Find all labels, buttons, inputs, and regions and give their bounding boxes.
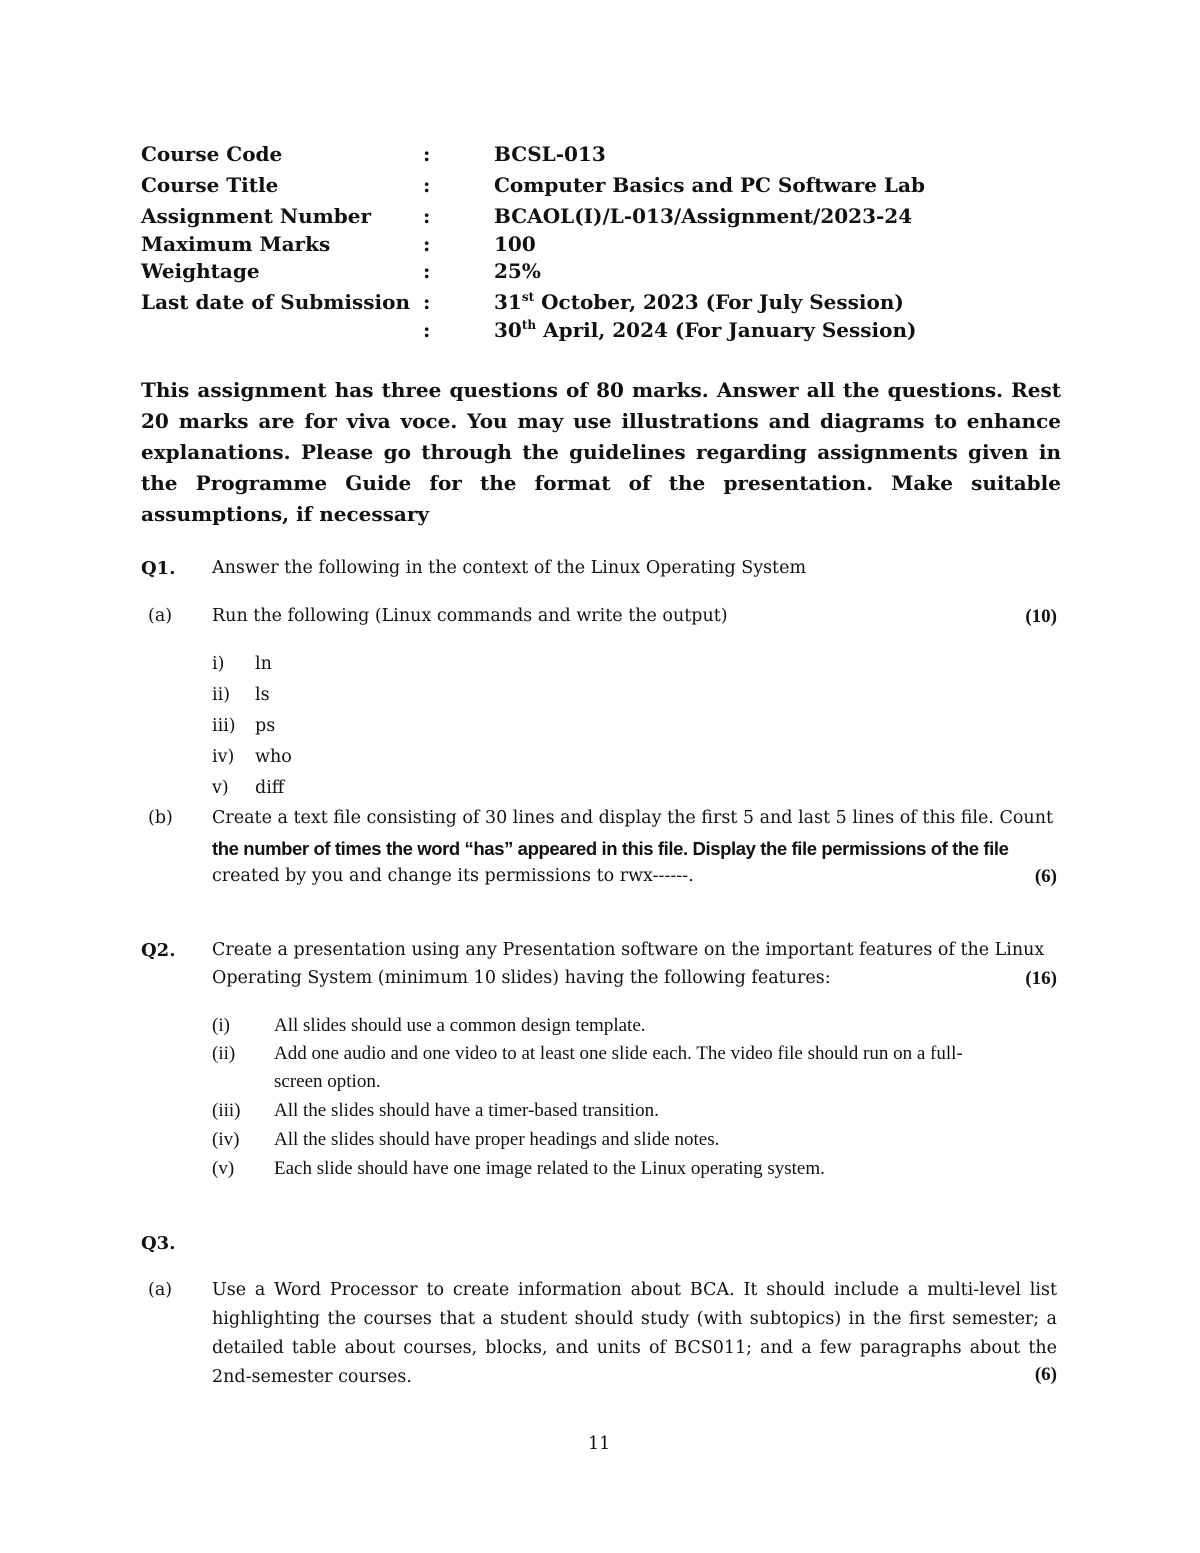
value-last-date-january: 30th April, 2024 (For January Session) [494,318,917,342]
feature-num: (iii) [212,1100,241,1121]
label-weightage: Weightage [141,259,260,283]
q1a-marks: (10) [1025,606,1057,627]
q1-number: Q1. [141,558,176,579]
sep: : [423,290,431,314]
q1b-line3: created by you and change its permissions to rwx------. [212,866,694,886]
q1b-marks: (6) [1034,866,1057,887]
feature-num: (i) [212,1015,230,1036]
q1a-text: Run the following (Linux commands and write the output) [212,606,728,626]
feature-item: Add one audio and one video to at least one slide each. The video file should run on a full- [274,1043,963,1064]
label-course-code: Course Code [141,142,283,166]
command-item: ps [255,716,276,736]
command-item: ls [255,685,270,705]
q1b-line2: the number of times the word “has” appeared in this file. Display the file permissions of the file [212,838,1009,859]
q3a-marks: (6) [1034,1364,1057,1385]
q2-number: Q2. [141,940,176,961]
command-item: who [255,747,292,767]
command-num: i) [212,654,225,674]
value-assignment-number: BCAOL(I)/L-013/Assignment/2023-24 [494,204,913,228]
command-item: ln [255,654,272,674]
q1b-line1: Create a text file consisting of 30 lines and display the first 5 and last 5 lines of this file. Count [212,808,1054,828]
sep: : [423,204,431,228]
q2-line1: Create a presentation using any Presentation software on the important features of the Linux [212,940,1045,960]
page-number: 11 [588,1434,611,1454]
feature-num: (v) [212,1158,235,1179]
value-last-date-july: 31st October, 2023 (For July Session) [494,290,904,314]
value-weightage: 25% [494,259,541,283]
label-maximum-marks: Maximum Marks [141,232,331,256]
q2-line2: Operating System (minimum 10 slides) having the following features: [212,968,831,988]
feature-item-continued: screen option. [274,1071,381,1092]
command-num: iv) [212,747,235,767]
command-num: v) [212,778,229,798]
label-course-title: Course Title [141,173,279,197]
value-maximum-marks: 100 [494,232,536,256]
sep: : [423,318,431,342]
value-course-title: Computer Basics and PC Software Lab [494,173,925,197]
q2-marks: (16) [1025,968,1057,989]
label-last-date: Last date of Submission [141,290,410,314]
sep: : [423,259,431,283]
q3a-label: (a) [148,1280,173,1300]
feature-item: All the slides should have proper headings and slide notes. [274,1129,720,1150]
command-item: diff [255,778,285,798]
q1b-label: (b) [148,808,173,828]
feature-num: (ii) [212,1043,236,1064]
q3a-text: Use a Word Processor to create information about BCA. It should include a multi-level list highlighting the courses that a student should study (with subtopics) in the first semester; a detailed table about courses, blocks, and units of BCS011; and a few paragraphs about the 2nd-semester courses. [212,1280,1057,1387]
q3-number: Q3. [141,1233,176,1254]
q1a-label: (a) [148,606,173,626]
feature-item: All the slides should have a timer-based transition. [274,1100,659,1121]
sep: : [423,173,431,197]
sep: : [423,232,431,256]
command-num: ii) [212,685,231,705]
feature-item: All slides should use a common design template. [274,1015,646,1036]
feature-item: Each slide should have one image related to the Linux operating system. [274,1158,825,1179]
q1-text: Answer the following in the context of the Linux Operating System [212,558,807,578]
label-assignment-number: Assignment Number [141,204,372,228]
instructions-paragraph: This assignment has three questions of 80 marks. Answer all the questions. Rest 20 marks are for viva voce. You may use illustrations and diagrams to enhance explanations. Please go through the guidelines regarding assignments given in the Programme Guide for the format of the presentation. Make suitable assumptions, if necessary [141,378,1061,526]
sep: : [423,142,431,166]
feature-num: (iv) [212,1129,240,1150]
command-num: iii) [212,716,236,736]
value-course-code: BCSL-013 [494,142,606,166]
